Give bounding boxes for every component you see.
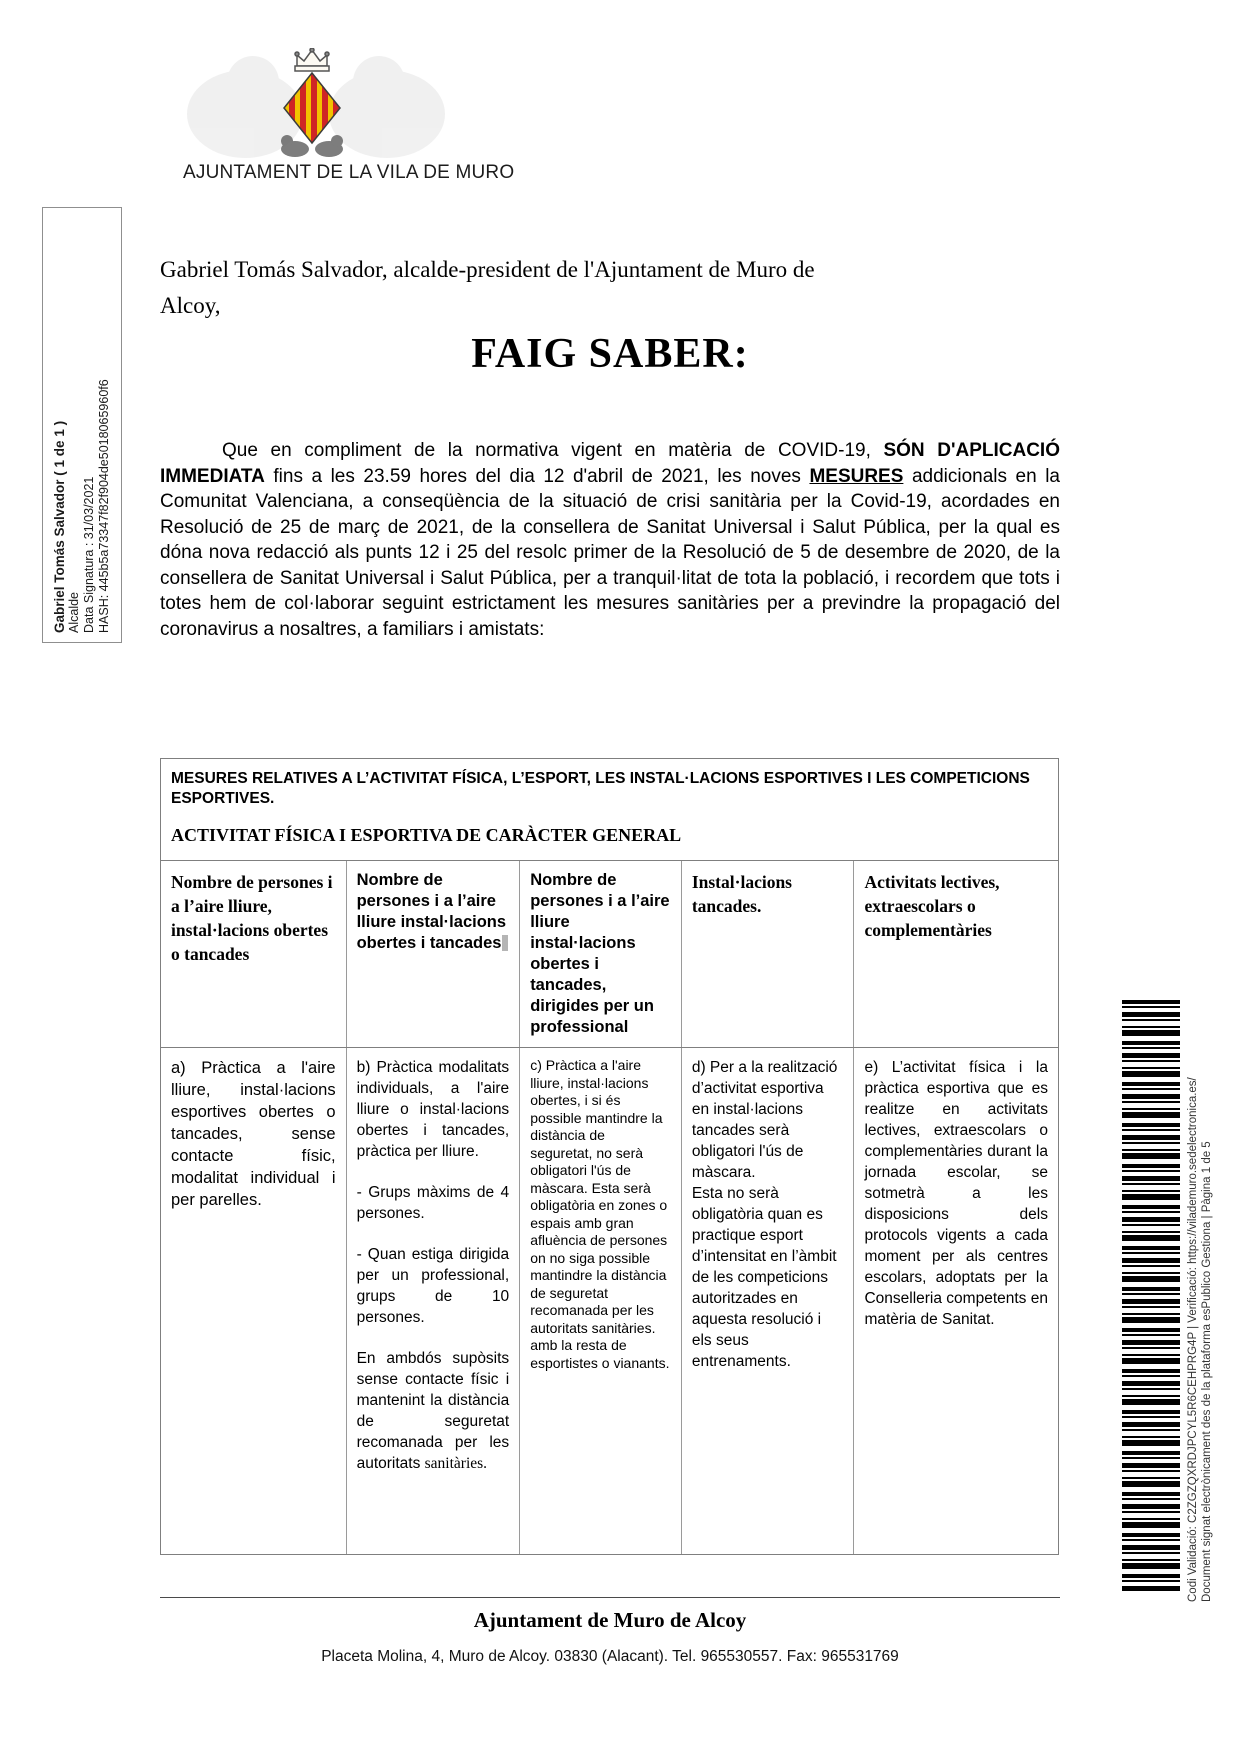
- text-cursor-artifact: [502, 935, 508, 951]
- document-intro: [160, 252, 1060, 324]
- side-validation-text: [1186, 1002, 1214, 1602]
- body-cell-e: e) L’activitat física i la pràctica esportiva que es realitze en activitats lectives, extraescolars o complementàries durant la jornada escolar, se sotmetrà a les disposicions dels protocols vigents a cada moment per als centres escolars, adoptats per la Conselleria competents en matèria de Sanitat.: [864, 1059, 1048, 1328]
- signer-role: Alcalde: [67, 592, 81, 633]
- body-text-underlined: MESURES: [809, 465, 904, 487]
- cell-b-paragraph-serif-run: sanitàries.: [424, 1455, 488, 1472]
- body-text-bold: SÓN D'APLICACIÓ IMMEDIATA: [160, 440, 1060, 487]
- footer-address: Placeta Molina, 4, Muro de Alcoy. 03830 (Alacant). Tel. 965530557. Fax: 965531769: [321, 1648, 899, 1665]
- cell-d-paragraph: Esta no serà obligatòria quan es practique esport d’intensitat en l’àmbit de les competicions autoritzades en aquesta resolució i els seus entrenaments.: [691, 1185, 837, 1370]
- body-cell-b: [347, 1048, 521, 1554]
- measures-table: [160, 758, 1059, 1555]
- signature-stamp-text: [52, 217, 112, 633]
- column-header-3: Nombre de persones i a l’aire lliure instal·lacions obertes i tancades, dirigides per un professional: [520, 861, 682, 1047]
- table-header-row: [161, 861, 1058, 1048]
- coat-of-arms-icon: [183, 48, 449, 160]
- cell-b-paragraph: b) Pràctica modalitats individuals, a l'aire lliure o instal·lacions obertes i tancades, pràctica per lliure.: [356, 1059, 510, 1160]
- signature-date: Data Signatura : 31/03/2021: [82, 476, 96, 633]
- document-title: FAIG SABER:: [471, 331, 749, 377]
- document-body: [160, 438, 1060, 642]
- column-header-5: Activitats lectives, extraescolars o complementàries: [864, 872, 1000, 940]
- signer-name: Gabriel Tomás Salvador ( 1 de 1 ): [52, 420, 67, 633]
- cell-b-paragraph: [357, 1348, 510, 1474]
- column-header-4: Instal·lacions tancades.: [682, 861, 855, 1047]
- body-text: Que en compliment de la normativa vigent en matèria de COVID-19,: [222, 440, 884, 461]
- body-cell-a: a) Pràctica a l'aire lliure, instal·lacions esportives obertes o tancades, sense contacte físic, modalitat individual i per parelles.: [161, 1048, 347, 1554]
- org-name: AJUNTAMENT DE LA VILA DE MURO: [183, 162, 515, 183]
- barcode: [1122, 1000, 1180, 1592]
- table-caption: [161, 759, 1058, 861]
- column-header-2: [347, 861, 521, 1047]
- intro-line2: Alcoy,: [160, 293, 221, 318]
- table-caption-line1: MESURES RELATIVES A L’ACTIVITAT FÍSICA, L’ESPORT, LES INSTAL·LACIONS ESPORTIVES I LES COMPETICIONS ESPORTIVES.: [171, 770, 1030, 807]
- cell-b-paragraph: - Grups màxims de 4 persones.: [356, 1184, 510, 1222]
- intro-line1: Gabriel Tomás Salvador, alcalde-president de l'Ajuntament de Muro de: [160, 257, 815, 282]
- table-body-row: [161, 1048, 1058, 1554]
- crown-icon: [295, 48, 329, 71]
- signature-stamp: [42, 207, 122, 643]
- body-cell-d: [682, 1048, 855, 1554]
- footer-org-name: Ajuntament de Muro de Alcoy: [473, 1608, 747, 1632]
- cell-b-paragraph: - Quan estiga dirigida per un professional, grups de 10 persones.: [356, 1246, 510, 1326]
- signature-hash: HASH: 445b5a73347f82f904de5018065960f6: [97, 379, 111, 633]
- column-header-2-text: Nombre de persones i a l’aire lliure instal·lacions obertes i tancades: [356, 871, 507, 952]
- validation-code-line: Codi Validació: C2ZGZQXRDJPCYL5R6CEHPRG4P | Verificació: https://vilademuro.sedelectronica.es/: [1187, 1077, 1199, 1602]
- body-text: addicionals en la Comunitat Valenciana, a conseqüència de la situació de crisi sanitària per la Covid-19, acordades en Resolució de 25 de març de 2021, de la consellera de Sanitat Universal i Salut Pública, per la qual es dóna nova redacció als punts 12 i 25 del resolc primer de la Resolució de 5 de desembre de 2020, de la consellera de Sanitat Universal i Salut Pública, per a tranquil·litat de tota la població, i recordem que tots i totes hem de col·laborar seguint estrictament les mesures sanitàries per a previndre la propagació del coronavirus a nosaltres, a familiars i amistats:: [160, 465, 1060, 640]
- cell-d-paragraph: d) Per a la realització d’activitat esportiva en instal·lacions tancades serà obligatori l'ús de màscara.: [691, 1059, 838, 1181]
- signature-platform-line: Document signat electrònicament des de la plataforma esPublico Gestiona | Pàgina 1 de 5: [1201, 1141, 1213, 1602]
- body-text: fins a les 23.59 hores del dia 12 d'abril de 2021, les noves: [264, 465, 810, 487]
- body-cell-c: c) Pràctica a l'aire lliure, instal·lacions obertes, i si és possible mantindre la distància de seguretat, no serà obligatori l'ús de màscara. Esta serà obligatòria en zones o espais amb gran afluència de persones on no siga possible mantindre la distància de seguretat recomanada per les autoritats sanitàries. amb la resta de esportistes o vianants.: [520, 1048, 682, 1554]
- footer-divider: [160, 1597, 1060, 1598]
- column-header-1: Nombre de persones i a l’aire lliure, instal·lacions obertes o tancades: [161, 861, 347, 1047]
- page-header: [183, 48, 515, 184]
- cell-b-paragraph-text: En ambdós supòsits sense contacte físic i mantenint la distància de seguretat recomanada per les autoritats: [356, 1350, 510, 1472]
- table-caption-line2: ACTIVITAT FÍSICA I ESPORTIVA DE CARÀCTER GENERAL: [171, 825, 682, 845]
